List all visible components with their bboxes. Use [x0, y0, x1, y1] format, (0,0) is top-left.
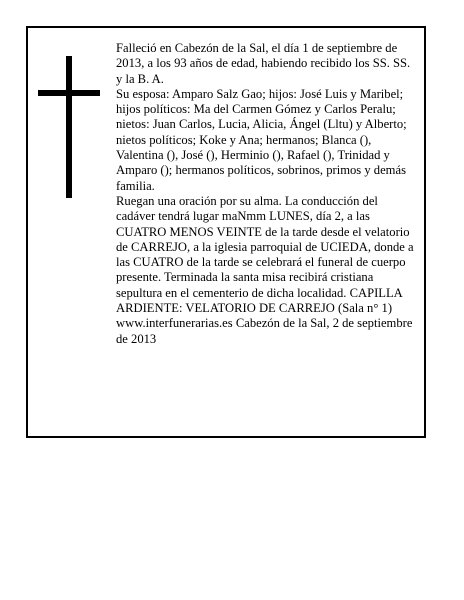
funeral-details: Ruegan una oración por su alma. La conducción del cadáver tendrá lugar maNmm LUNES, día 2, a las CUATRO MENOS VEINTE de la tarde desde el velatorio de CARREJO, a la iglesia parroquial de UCIEDA, donde a las CUATRO de la tarde se celebrará el funeral de cuerpo presente. Terminada la santa misa recibirá cristiana sepultura en el cementerio de dicha localidad. CAPILLA ARDIENTE: VELATORIO DE CARREJO (Sala n° 1) www.interfunerarias.es Cabezón de la Sal, 2 de septiembre de 2013	[116, 193, 414, 346]
obituary-notice	[26, 26, 426, 438]
family-list: Su esposa: Amparo Salz Gao; hijos: José Luis y Maribel; hijos políticos: Ma del Carmen Gómez y Carlos Peralu; nietos: Juan Carlos, Lucia, Alicia, Ángel (Lltu) y Alberto; nietos políticos; Koke y Ana; hermanos; Blanca (), Valentina (), José (), Herminio (), Rafael (), Trinidad y Amparo (); hermanos políticos, sobrinos, primos y demás familia.	[116, 86, 407, 193]
death-announcement: Falleció en Cabezón de la Sal, el día 1 de septiembre de 2013, a los 93 años de edad, habiendo recibido los SS. SS. y la B. A.	[116, 41, 411, 86]
notice-text-block	[116, 41, 418, 347]
cross-horizontal-bar	[38, 90, 100, 96]
cross-vertical-bar	[66, 56, 72, 198]
cross-icon	[38, 56, 100, 198]
